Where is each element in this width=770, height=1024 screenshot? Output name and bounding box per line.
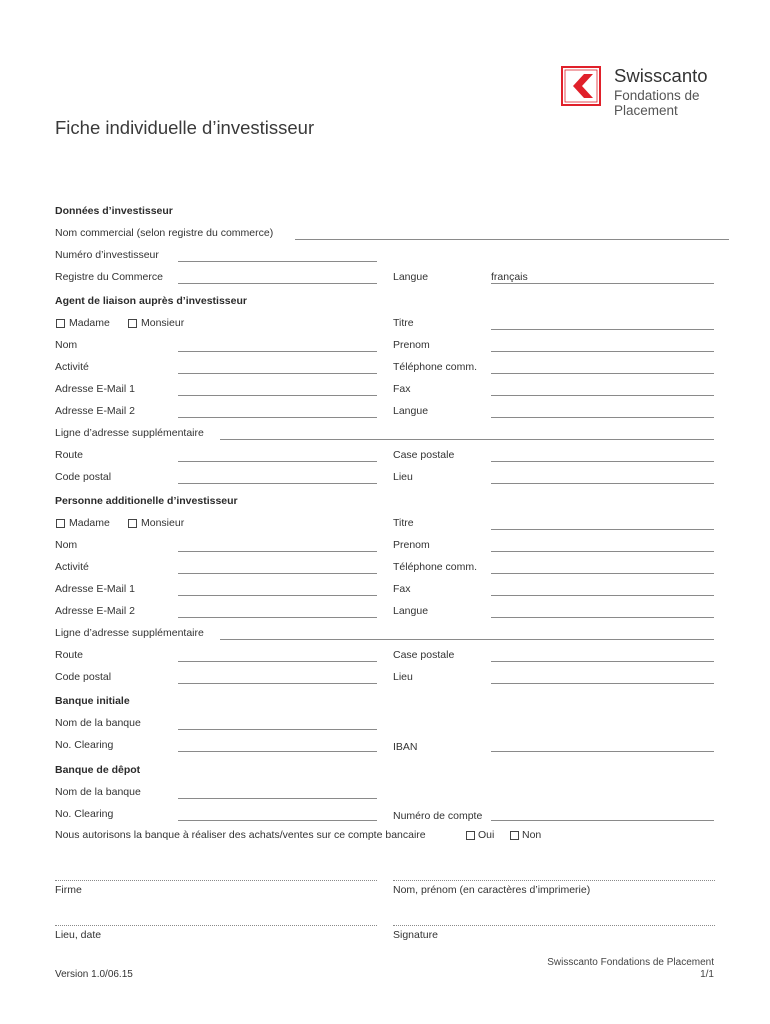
compte-field[interactable] <box>491 820 714 821</box>
nom-commercial-field[interactable] <box>295 239 729 240</box>
oui-checkbox[interactable] <box>466 831 475 840</box>
lieu-date-field[interactable] <box>55 925 377 926</box>
person-route-label: Route <box>55 649 84 661</box>
agent-route-field[interactable] <box>178 461 377 462</box>
iban-field[interactable] <box>491 751 714 752</box>
person-fax-field[interactable] <box>491 595 714 596</box>
person-code-label: Code postal <box>55 671 112 683</box>
agent-activite-label: Activité <box>55 361 89 373</box>
agent-madame-checkbox[interactable] <box>56 319 65 328</box>
agent-monsieur-label: Monsieur <box>141 317 185 329</box>
agent-email2-field[interactable] <box>178 417 377 418</box>
firme-field[interactable] <box>55 880 377 881</box>
signature-field[interactable] <box>393 925 715 926</box>
depot-clearing-field[interactable] <box>178 820 377 821</box>
person-madame-label: Madame <box>69 517 110 529</box>
person-langue-field[interactable] <box>491 617 714 618</box>
person-email2-label: Adresse E-Mail 2 <box>55 605 135 617</box>
initial-clearing-label: No. Clearing <box>55 739 114 751</box>
person-route-field[interactable] <box>178 661 377 662</box>
langue-value: français <box>491 271 528 283</box>
agent-ligne-field[interactable] <box>220 439 714 440</box>
lieu-date-label: Lieu, date <box>55 929 102 941</box>
langue-field[interactable] <box>491 283 714 284</box>
non-checkbox[interactable] <box>510 831 519 840</box>
depot-clearing-label: No. Clearing <box>55 808 114 820</box>
agent-langue-field[interactable] <box>491 417 714 418</box>
depot-bank-name-field[interactable] <box>178 798 377 799</box>
section-additional-person-heading: Personne additionelle d’investisseur <box>55 495 238 507</box>
person-ligne-label: Ligne d’adresse supplémentaire <box>55 627 204 639</box>
brand-subtitle-2: Placement <box>614 103 678 118</box>
brand-name: Swisscanto <box>614 65 708 86</box>
person-activite-label: Activité <box>55 561 89 573</box>
person-monsieur-checkbox[interactable] <box>128 519 137 528</box>
agent-nom-label: Nom <box>55 339 78 351</box>
agent-lieu-label: Lieu <box>393 471 413 483</box>
nom-commercial-label: Nom commercial (selon registre du commerce) <box>55 227 274 239</box>
agent-fax-field[interactable] <box>491 395 714 396</box>
person-telephone-field[interactable] <box>491 573 714 574</box>
agent-madame-label: Madame <box>69 317 110 329</box>
person-telephone-label: Téléphone comm. <box>393 561 478 573</box>
agent-titre-field[interactable] <box>491 329 714 330</box>
person-activite-field[interactable] <box>178 573 377 574</box>
person-nom-label: Nom <box>55 539 78 551</box>
initial-bank-name-label: Nom de la banque <box>55 717 141 729</box>
brand-subtitle-1: Fondations de <box>614 88 700 103</box>
person-madame-checkbox[interactable] <box>56 519 65 528</box>
person-email2-field[interactable] <box>178 617 377 618</box>
person-case-field[interactable] <box>491 661 714 662</box>
authorization-text: Nous autorisons la banque à réaliser des achats/ventes sur ce compte bancaire <box>55 829 426 841</box>
initial-bank-name-field[interactable] <box>178 729 377 730</box>
firme-label: Firme <box>55 884 82 896</box>
agent-monsieur-checkbox[interactable] <box>128 319 137 328</box>
nom-prenom-field[interactable] <box>393 880 715 881</box>
person-titre-field[interactable] <box>491 529 714 530</box>
section-depot-bank-heading: Banque de dêpot <box>55 764 141 776</box>
person-lieu-label: Lieu <box>393 671 413 683</box>
section-investor-data-heading: Données d’investisseur <box>55 205 173 217</box>
person-email1-label: Adresse E-Mail 1 <box>55 583 135 595</box>
agent-telephone-label: Téléphone comm. <box>393 361 478 373</box>
agent-code-field[interactable] <box>178 483 377 484</box>
agent-route-label: Route <box>55 449 84 461</box>
compte-label: Numéro de compte <box>393 810 483 822</box>
footer-company: Swisscanto Fondations de Placement <box>547 957 714 968</box>
page-number: 1/1 <box>700 969 714 980</box>
person-nom-field[interactable] <box>178 551 377 552</box>
agent-titre-label: Titre <box>393 317 414 329</box>
langue-label: Langue <box>393 271 429 283</box>
person-code-field[interactable] <box>178 683 377 684</box>
agent-nom-field[interactable] <box>178 351 377 352</box>
agent-case-label: Case postale <box>393 449 455 461</box>
person-prenom-field[interactable] <box>491 551 714 552</box>
non-label: Non <box>522 829 542 841</box>
section-agent-heading: Agent de liaison auprès d’investisseur <box>55 295 247 307</box>
version-text: Version 1.0/06.15 <box>55 969 133 980</box>
oui-label: Oui <box>478 829 495 841</box>
initial-clearing-field[interactable] <box>178 751 377 752</box>
nom-prenom-label: Nom, prénom (en caractères d’imprimerie) <box>393 884 591 896</box>
section-initial-bank-heading: Banque initiale <box>55 695 130 707</box>
numero-investisseur-label: Numéro d’investisseur <box>55 249 159 261</box>
page-title: Fiche individuelle d’investisseur <box>55 117 315 138</box>
person-email1-field[interactable] <box>178 595 377 596</box>
agent-lieu-field[interactable] <box>491 483 714 484</box>
agent-fax-label: Fax <box>393 383 411 395</box>
person-case-label: Case postale <box>393 649 455 661</box>
agent-prenom-label: Prenom <box>393 339 430 351</box>
agent-email1-label: Adresse E-Mail 1 <box>55 383 135 395</box>
depot-bank-name-label: Nom de la banque <box>55 786 141 798</box>
person-fax-label: Fax <box>393 583 411 595</box>
agent-email2-label: Adresse E-Mail 2 <box>55 405 135 417</box>
person-ligne-field[interactable] <box>220 639 714 640</box>
agent-telephone-field[interactable] <box>491 373 714 374</box>
registre-commerce-field[interactable] <box>178 283 377 284</box>
agent-ligne-label: Ligne d’adresse supplémentaire <box>55 427 204 439</box>
agent-activite-field[interactable] <box>178 373 377 374</box>
agent-langue-label: Langue <box>393 405 429 417</box>
person-lieu-field[interactable] <box>491 683 714 684</box>
signature-label: Signature <box>393 929 438 941</box>
registre-commerce-label: Registre du Commerce <box>55 271 163 283</box>
agent-case-field[interactable] <box>491 461 714 462</box>
person-prenom-label: Prenom <box>393 539 430 551</box>
iban-label: IBAN <box>393 741 418 753</box>
person-monsieur-label: Monsieur <box>141 517 185 529</box>
numero-investisseur-field[interactable] <box>178 261 377 262</box>
agent-prenom-field[interactable] <box>491 351 714 352</box>
agent-email1-field[interactable] <box>178 395 377 396</box>
person-langue-label: Langue <box>393 605 429 617</box>
agent-code-label: Code postal <box>55 471 112 483</box>
brand-logo-icon <box>561 66 601 106</box>
person-titre-label: Titre <box>393 517 414 529</box>
